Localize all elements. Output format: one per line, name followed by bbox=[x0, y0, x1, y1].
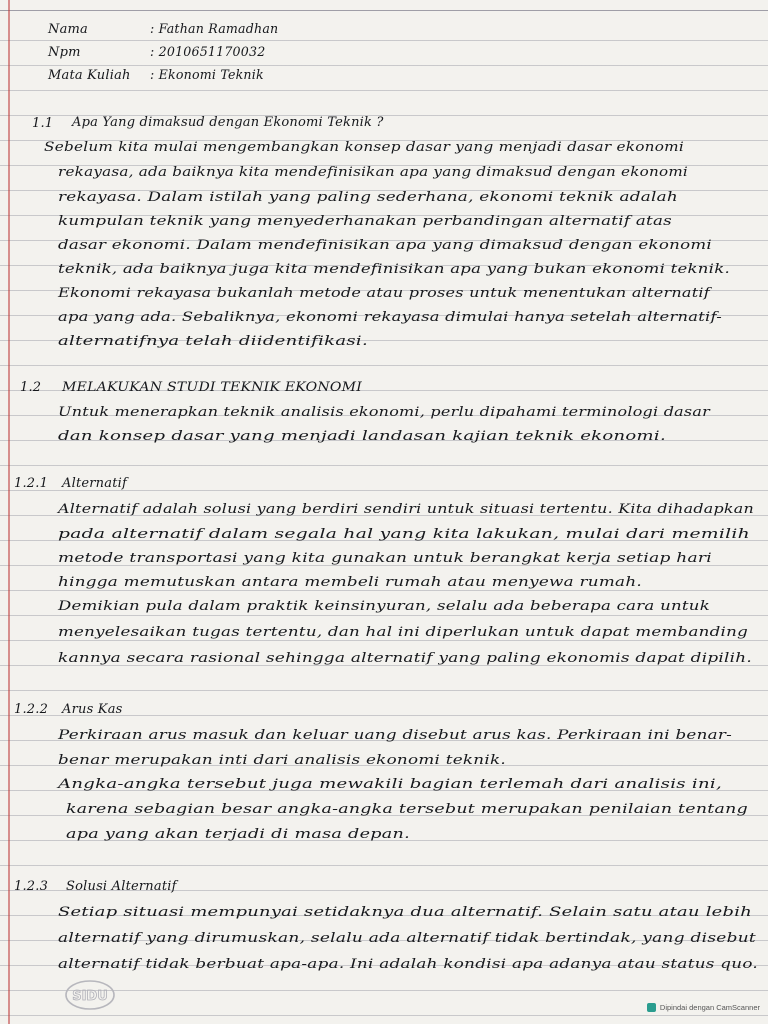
section-1-2-2-number: 1.2.2 bbox=[14, 702, 49, 717]
scanner-text: Dipindai dengan CamScanner bbox=[659, 1003, 760, 1012]
section-1-2-line: dan konsep dasar yang menjadi landasan kajian teknik ekonomi. bbox=[58, 428, 666, 443]
section-1-2-1-line: hingga memutuskan antara membeli rumah atau menyewa rumah. bbox=[58, 574, 642, 589]
section-1-1-line: kumpulan teknik yang menyederhanakan perbandingan alternatif atas bbox=[58, 213, 672, 228]
section-1-2-title: MELAKUKAN STUDI TEKNIK EKONOMI bbox=[62, 380, 362, 395]
top-rule bbox=[0, 10, 768, 11]
section-1-2-2-line: karena sebagian besar angka-angka tersebut merupakan penilaian tentang bbox=[66, 801, 748, 816]
section-1-1-number: 1.1 bbox=[32, 116, 54, 131]
section-1-1-line: rekayasa. Dalam istilah yang paling sederhana, ekonomi teknik adalah bbox=[58, 189, 678, 204]
nama-value: : Fathan Ramadhan bbox=[150, 21, 279, 36]
section-1-2-1-line: Demikian pula dalam praktik keinsinyuran, selalu ada beberapa cara untuk bbox=[58, 598, 710, 613]
section-1-2-2-title: Arus Kas bbox=[62, 702, 123, 717]
section-1-2-1-line: Alternatif adalah solusi yang berdiri sendiri untuk situasi tertentu. Kita dihadapkan bbox=[58, 501, 754, 516]
section-1-1-line: teknik, ada baiknya juga kita mendefinisikan apa yang bukan ekonomi teknik. bbox=[58, 261, 730, 276]
section-1-1-line: apa yang ada. Sebaliknya, ekonomi rekayasa dimulai hanya setelah alternatif- bbox=[58, 309, 722, 324]
section-1-2-1-title: Alternatif bbox=[62, 476, 127, 491]
notebook-brand-stamp bbox=[64, 978, 116, 1012]
section-1-2-1-line: menyelesaikan tugas tertentu, dan hal ini diperlukan untuk dapat membanding bbox=[58, 624, 748, 639]
section-1-1-line: Ekonomi rekayasa bukanlah metode atau proses untuk menentukan alternatif bbox=[58, 285, 710, 300]
section-1-2-3-line: Setiap situasi mempunyai setidaknya dua alternatif. Selain satu atau lebih bbox=[58, 904, 752, 919]
section-1-2-1-line: kannya secara rasional sehingga alternatif yang paling ekonomis dapat dipilih. bbox=[58, 650, 752, 665]
npm-label: Npm bbox=[48, 45, 81, 60]
matkul-label: Mata Kuliah bbox=[48, 68, 131, 83]
section-1-1-line: rekayasa, ada baiknya kita mendefinisikan apa yang dimaksud dengan ekonomi bbox=[58, 164, 688, 179]
margin-line bbox=[8, 0, 10, 1024]
section-1-2-number: 1.2 bbox=[20, 380, 42, 395]
section-1-2-3-title: Solusi Alternatif bbox=[66, 879, 177, 894]
section-1-1-line: alternatifnya telah diidentifikasi. bbox=[58, 333, 368, 348]
section-1-2-2-line: Perkiraan arus masuk dan keluar uang disebut arus kas. Perkiraan ini benar- bbox=[58, 727, 732, 742]
section-1-2-1-number: 1.2.1 bbox=[14, 476, 49, 491]
matkul-value: : Ekonomi Teknik bbox=[150, 67, 264, 82]
section-1-1-line: Sebelum kita mulai mengembangkan konsep dasar yang menjadi dasar ekonomi bbox=[44, 139, 684, 154]
nama-label: Nama bbox=[48, 22, 89, 37]
section-1-2-2-line: Angka-angka tersebut juga mewakili bagian terlemah dari analisis ini, bbox=[58, 776, 722, 791]
camscanner-icon bbox=[647, 1003, 656, 1012]
section-1-1-title: Apa Yang dimaksud dengan Ekonomi Teknik ? bbox=[72, 115, 384, 130]
section-1-2-1-line: pada alternatif dalam segala hal yang kita lakukan, mulai dari memilih bbox=[58, 526, 750, 541]
section-1-2-2-line: apa yang akan terjadi di masa depan. bbox=[66, 826, 410, 841]
section-1-2-2-line: benar merupakan inti dari analisis ekonomi teknik. bbox=[58, 752, 506, 767]
scanner-watermark bbox=[647, 1003, 760, 1012]
section-1-2-1-line: metode transportasi yang kita gunakan untuk berangkat kerja setiap hari bbox=[58, 550, 712, 565]
section-1-2-3-line: alternatif tidak berbuat apa-apa. Ini adalah kondisi apa adanya atau status quo. bbox=[58, 956, 758, 971]
section-1-2-3-line: alternatif yang dirumuskan, selalu ada alternatif tidak bertindak, yang disebut bbox=[58, 930, 756, 945]
section-1-2-3-number: 1.2.3 bbox=[14, 879, 49, 894]
stamp-text: SIDU bbox=[72, 989, 108, 1004]
npm-value: : 2010651170032 bbox=[150, 44, 266, 59]
section-1-2-line: Untuk menerapkan teknik analisis ekonomi, perlu dipahami terminologi dasar bbox=[58, 404, 710, 419]
section-1-1-line: dasar ekonomi. Dalam mendefinisikan apa yang dimaksud dengan ekonomi bbox=[58, 237, 712, 252]
